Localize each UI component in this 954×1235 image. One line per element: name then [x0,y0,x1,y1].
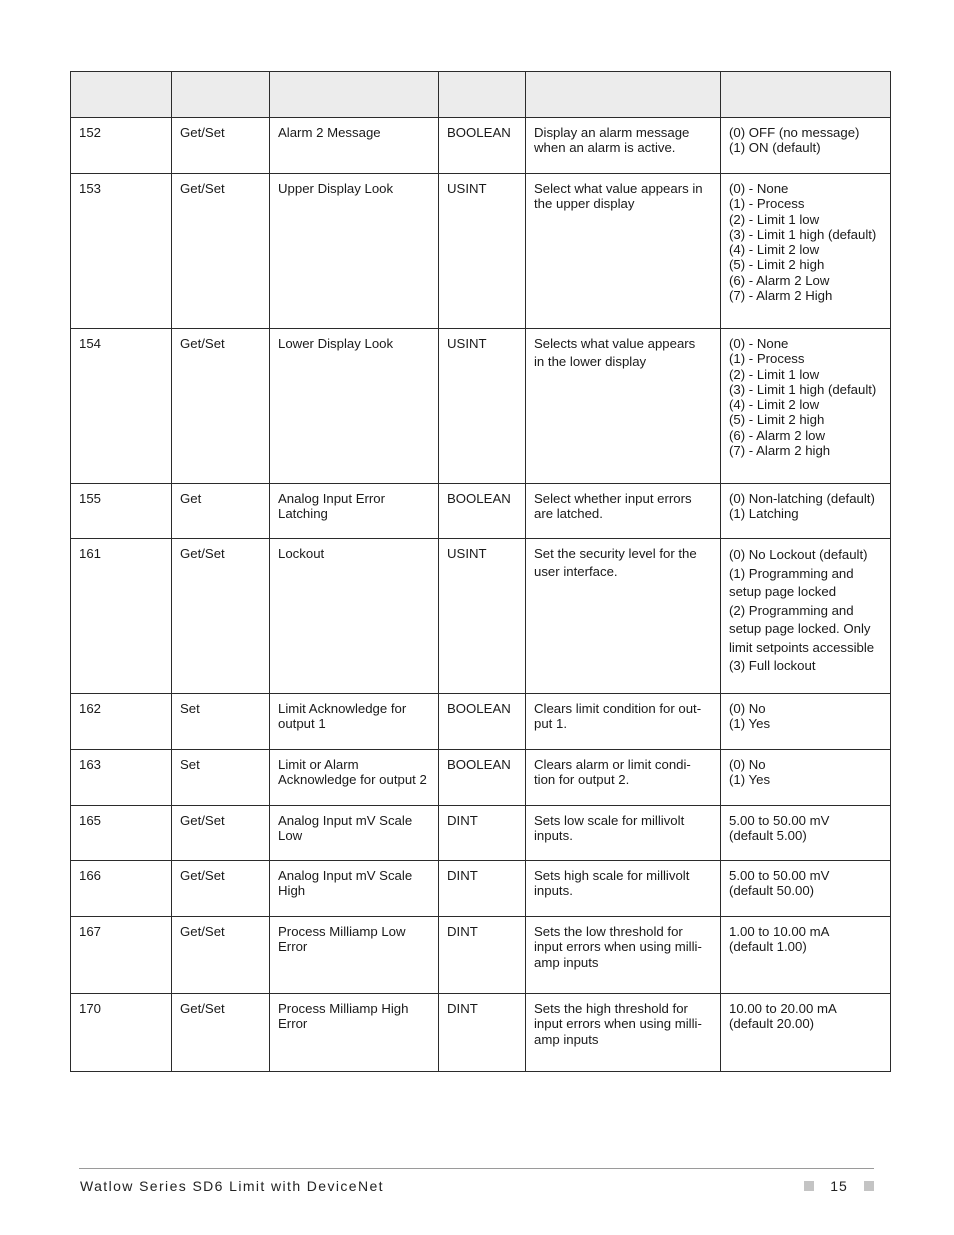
range-line: (5) - Limit 2 high [729,412,825,428]
cell-number: 166 [71,861,172,917]
table-row [71,750,891,806]
range-line: (7) - Alarm 2 High [729,288,833,304]
cell-number: 165 [71,806,172,861]
cell-name [270,118,439,174]
desc-line: input errors when using milli- [534,1016,702,1032]
footer-rule [79,1168,874,1169]
range-line: limit setpoints accessible [729,639,875,655]
cell-access: Get [172,484,270,539]
cell-name [270,539,439,694]
table-row [71,118,891,174]
cell-range [721,329,891,484]
range-line: (5) - Limit 2 high [729,257,825,273]
cell-data-type: DINT [439,994,526,1072]
cell-access: Set [172,694,270,750]
cell-data-type: BOOLEAN [439,750,526,806]
desc-line: user interface. [534,564,618,580]
range-line: setup page locked [729,584,837,599]
cell-range [721,861,891,917]
range-line: (0) OFF (no message) [729,125,860,140]
name-line: Process Milliamp Low [278,924,406,939]
cell-number: 162 [71,694,172,750]
page-number [804,1178,874,1194]
range-line: (7) - Alarm 2 high [729,443,831,459]
cell-number: 167 [71,917,172,994]
cell-number: 163 [71,750,172,806]
range-line: (0) No [729,701,766,716]
table-row [71,994,891,1072]
name-line: Lockout [278,546,325,561]
range-line: 5.00 to 50.00 mV [729,868,830,883]
range-line: (3) Full lockout [729,658,816,673]
cell-range [721,694,891,750]
desc-line: when an alarm is active. [534,140,676,156]
page-number-value: 15 [830,1178,848,1194]
parameter-table [70,71,891,1072]
square-bullet-icon [804,1181,814,1191]
cell-name [270,806,439,861]
desc-line: amp inputs [534,1031,599,1047]
cell-data-type: BOOLEAN [439,484,526,539]
table-row [71,484,891,539]
cell-access: Get/Set [172,806,270,861]
name-line: Limit or Alarm [278,757,359,772]
header-cell-5 [526,72,721,118]
cell-data-type: DINT [439,917,526,994]
desc-line: Sets the low threshold for [534,924,683,939]
cell-name [270,694,439,750]
range-line: (default 20.00) [729,1016,815,1032]
cell-data-type: USINT [439,174,526,329]
cell-number: 161 [71,539,172,694]
range-line: (default 1.00) [729,939,807,955]
desc-line: in the lower display [534,354,647,370]
desc-line: inputs. [534,883,573,899]
cell-number: 170 [71,994,172,1072]
cell-name [270,484,439,539]
cell-range [721,994,891,1072]
desc-line: Select whether input errors [534,491,692,506]
name-line: Error [278,939,308,955]
cell-access: Get/Set [172,174,270,329]
desc-line: Clears alarm or limit condi- [534,757,691,772]
desc-line: inputs. [534,828,573,844]
cell-access: Get/Set [172,329,270,484]
cell-number: 155 [71,484,172,539]
desc-line: Selects what value appears [534,336,696,351]
cell-data-type: USINT [439,539,526,694]
desc-line: Sets low scale for millivolt [534,813,685,828]
cell-description [526,917,721,994]
cell-data-type: BOOLEAN [439,118,526,174]
range-line: (0) - None [729,181,789,196]
desc-line: are latched. [534,506,603,522]
desc-line: amp inputs [534,954,599,970]
range-line: 10.00 to 20.00 mA [729,1001,837,1016]
table-row [71,694,891,750]
cell-data-type: DINT [439,806,526,861]
range-line: (default 5.00) [729,828,807,844]
header-cell-6 [721,72,891,118]
cell-data-type: USINT [439,329,526,484]
cell-description [526,174,721,329]
range-line: (1) Yes [729,716,771,732]
header-cell-4 [439,72,526,118]
name-line: Upper Display Look [278,181,394,196]
name-line: Error [278,1016,308,1032]
cell-name [270,994,439,1072]
footer-title: Watlow Series SD6 Limit with DeviceNet [80,1178,384,1194]
cell-range [721,174,891,329]
cell-range [721,806,891,861]
range-line: (0) Non-latching (default) [729,491,875,506]
header-cell-2 [172,72,270,118]
cell-range [721,917,891,994]
cell-access: Get/Set [172,917,270,994]
desc-line: input errors when using milli- [534,939,702,955]
range-line: 1.00 to 10.00 mA [729,924,830,939]
cell-range [721,539,891,694]
name-line: Low [278,828,303,844]
range-line: (1) ON (default) [729,140,821,156]
cell-description [526,806,721,861]
header-cell-1 [71,72,172,118]
name-line: output 1 [278,716,326,732]
cell-name [270,750,439,806]
range-line: (4) - Limit 2 low [729,242,820,258]
range-line: (6) - Alarm 2 low [729,427,825,443]
range-line: (0) - None [729,336,789,351]
desc-line: Set the security level for the [534,546,697,561]
desc-line: Sets high scale for millivolt [534,868,690,883]
cell-description [526,484,721,539]
cell-range [721,118,891,174]
cell-description [526,118,721,174]
cell-name [270,329,439,484]
cell-description [526,329,721,484]
name-line: Analog Input mV Scale [278,868,413,883]
cell-number: 154 [71,329,172,484]
desc-line: Clears limit condition for out- [534,701,702,716]
cell-name [270,174,439,329]
table-row [71,917,891,994]
range-line: setup page locked. Only [729,621,871,636]
name-line: Acknowledge for output 2 [278,772,427,788]
range-line: (1) Latching [729,506,799,522]
table-row [71,861,891,917]
cell-access: Get/Set [172,539,270,694]
cell-name [270,917,439,994]
cell-description [526,539,721,694]
table-row [71,539,891,694]
cell-description [526,694,721,750]
name-line: Latching [278,506,328,522]
cell-description [526,750,721,806]
range-line: (0) No [729,757,766,772]
range-line: (0) No Lockout (default) [729,547,868,562]
cell-number: 153 [71,174,172,329]
cell-description [526,861,721,917]
range-line: (3) - Limit 1 high (default) [729,381,877,397]
header-cell-3 [270,72,439,118]
desc-line: tion for output 2. [534,772,630,788]
range-line: (2) - Limit 1 low [729,366,820,382]
name-line: Process Milliamp High [278,1001,409,1016]
range-line: (1) Yes [729,772,771,788]
range-line: (4) - Limit 2 low [729,397,820,413]
range-line: (2) Programming and [729,602,854,618]
cell-range [721,484,891,539]
cell-data-type: BOOLEAN [439,694,526,750]
desc-line: the upper display [534,196,635,212]
range-line: 5.00 to 50.00 mV [729,813,830,828]
desc-line: Display an alarm message [534,125,690,140]
table-row [71,806,891,861]
cell-data-type: DINT [439,861,526,917]
name-line: Limit Acknowledge for [278,701,407,716]
range-line: (default 50.00) [729,883,815,899]
desc-line: Sets the high threshold for [534,1001,688,1016]
cell-description [526,994,721,1072]
table-row [71,174,891,329]
table-body [71,118,891,1072]
table-header [71,72,891,118]
range-line: (3) - Limit 1 high (default) [729,226,877,242]
range-line: (2) - Limit 1 low [729,211,820,227]
cell-access: Get/Set [172,861,270,917]
cell-range [721,750,891,806]
range-line: (6) - Alarm 2 Low [729,272,830,288]
name-line: Analog Input mV Scale [278,813,413,828]
desc-line: Select what value appears in [534,181,703,196]
name-line: High [278,883,306,899]
desc-line: put 1. [534,716,567,732]
cell-name [270,861,439,917]
name-line: Analog Input Error [278,491,386,506]
table-row [71,329,891,484]
range-line: (1) - Process [729,196,805,212]
name-line: Alarm 2 Message [278,125,381,140]
range-line: (1) - Process [729,351,805,367]
cell-access: Get/Set [172,994,270,1072]
cell-access: Get/Set [172,118,270,174]
name-line: Lower Display Look [278,336,394,351]
cell-access: Set [172,750,270,806]
cell-number: 152 [71,118,172,174]
square-bullet-icon [864,1181,874,1191]
range-line: (1) Programming and [729,565,854,581]
